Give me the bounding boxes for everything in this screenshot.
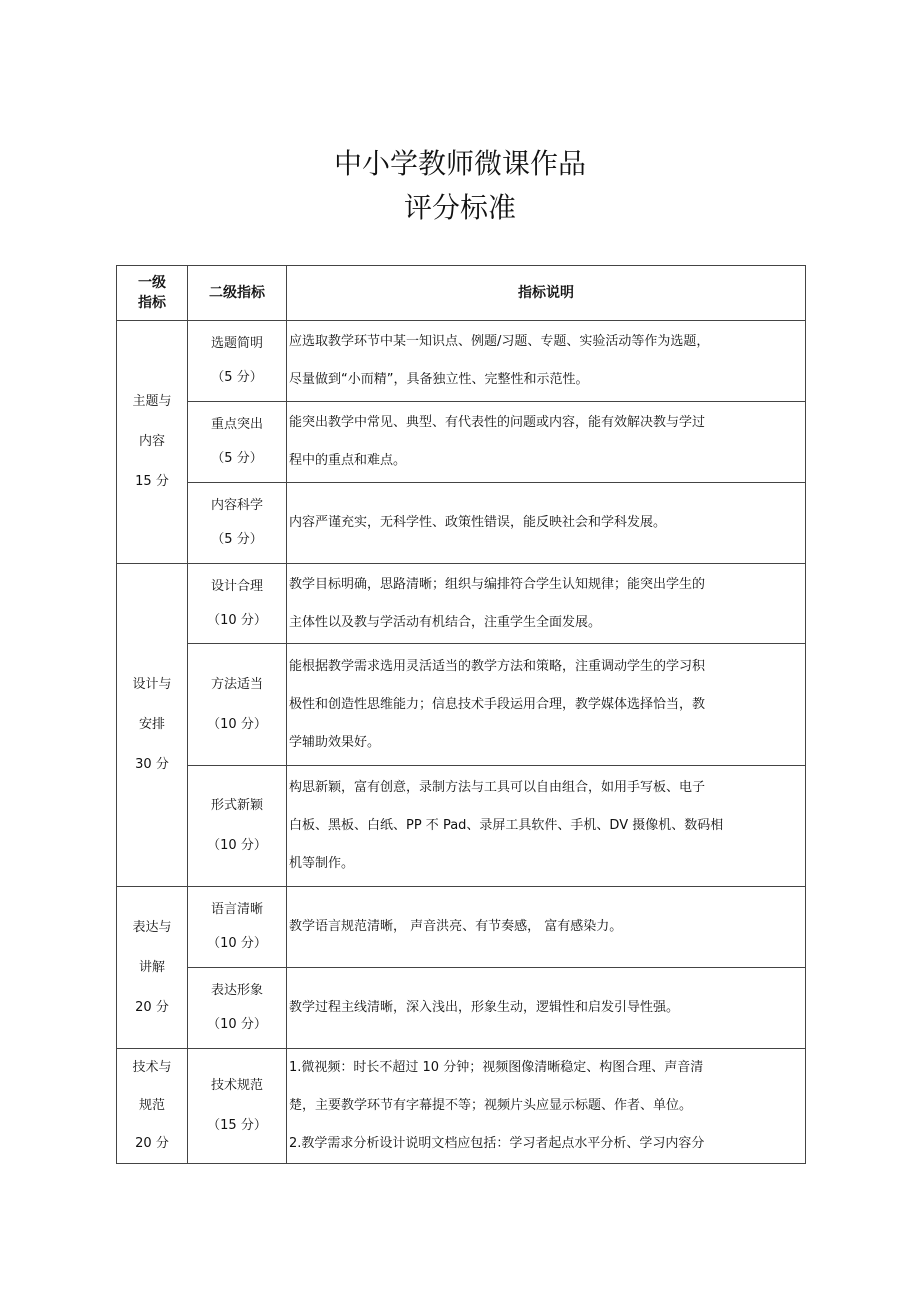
level1-indicator-line: 讲解 [138, 959, 165, 975]
description-line: 机等制作。 [289, 856, 355, 871]
level2-indicator-name: 重点突出 [210, 417, 263, 432]
header-level2: 二级指标 [188, 266, 287, 321]
table-row [117, 402, 806, 483]
level1-indicator-line: 15 分 [135, 474, 169, 489]
indicator-description [287, 321, 806, 402]
level2-indicator [188, 483, 287, 564]
table-row [117, 564, 806, 644]
level1-indicator-line: 主题与 [132, 394, 172, 409]
document-title: 中小学教师微课作品 [333, 147, 586, 180]
description-line: 教学目标明确，思路清晰；组织与编排符合学生认知规律；能突出学生的 [289, 576, 706, 592]
indicator-description [287, 1049, 806, 1164]
level1-indicator-line: 安排 [138, 717, 165, 732]
description-line: 主体性以及教与学活动有机结合，注重学生全面发展。 [289, 614, 602, 630]
level2-indicator-score: （10 分） [207, 612, 267, 628]
level2-indicator [188, 968, 287, 1049]
level2-indicator [188, 564, 287, 644]
indicator-description [287, 968, 806, 1049]
level2-indicator-name: 表达形象 [210, 983, 263, 998]
description-line: 楚，主要教学环节有字幕提不等；视频片头应显示标题、作者、单位。 [289, 1098, 693, 1113]
level2-indicator [188, 766, 287, 887]
description-line: 1.微视频：时长不超过 10 分钟；视频图像清晰稳定、构图合理、声音清 [289, 1060, 704, 1075]
indicator-description [287, 887, 806, 968]
level2-indicator-name: 方法适当 [210, 676, 263, 692]
indicator-description [287, 766, 806, 887]
description-line: 教学过程主线清晰，深入浅出，形象生动，逻辑性和启发引导性强。 [289, 1000, 680, 1015]
indicator-description [287, 644, 806, 766]
description-line: 极性和创造性思维能力；信息技术手段运用合理，教学媒体选择恰当，教 [289, 696, 706, 712]
scoring-table [116, 265, 806, 1164]
description-line: 程中的重点和难点。 [289, 453, 407, 468]
level2-indicator-score: （10 分） [207, 838, 267, 853]
header-level1-line1: 一级 [138, 275, 166, 291]
table-row [117, 766, 806, 887]
level1-indicator [117, 887, 188, 1049]
level2-indicator-score: （5 分） [211, 451, 263, 466]
level2-indicator [188, 887, 287, 968]
description-line: 教学语言规范清晰， 声音洪亮、有节奏感， 富有感染力。 [289, 919, 623, 934]
description-line: 白板、黑板、白纸、PP 不 Pad、录屏工具软件、手机、DV 摄像机、数码相 [289, 818, 724, 833]
indicator-description [287, 564, 806, 644]
level2-indicator-score: （10 分） [207, 716, 267, 732]
level2-indicator-name: 语言清晰 [210, 902, 263, 917]
level1-indicator-line: 设计与 [132, 677, 172, 692]
level1-indicator [117, 1049, 188, 1164]
description-line: 2.教学需求分析设计说明文档应包括：学习者起点水平分析、学习内容分 [289, 1136, 705, 1151]
description-line: 能突出教学中常见、典型、有代表性的问题或内容，能有效解决教与学过 [289, 415, 706, 430]
table-header-row [117, 266, 806, 321]
level2-indicator-name: 设计合理 [210, 578, 263, 594]
level1-indicator-line: 30 分 [135, 757, 169, 772]
level2-indicator-name: 技术规范 [210, 1078, 263, 1093]
table-row [117, 968, 806, 1049]
level2-indicator [188, 402, 287, 483]
document-subtitle: 评分标准 [403, 191, 516, 224]
level1-indicator-line: 20 分 [135, 999, 169, 1015]
level2-indicator [188, 321, 287, 402]
description-line: 应选取教学环节中某一知识点、例题/习题、专题、实验活动等作为选题， [289, 334, 710, 349]
header-description: 指标说明 [287, 266, 806, 321]
level1-indicator [117, 321, 188, 564]
table-row [117, 483, 806, 564]
indicator-description [287, 402, 806, 483]
level2-indicator-name: 内容科学 [210, 498, 263, 513]
level2-indicator-name: 形式新颖 [210, 798, 263, 813]
table-row [117, 321, 806, 402]
header-level1-line2: 指标 [138, 295, 166, 311]
level2-indicator [188, 644, 287, 766]
level2-indicator-score: （5 分） [211, 532, 263, 547]
indicator-description [287, 483, 806, 564]
level1-indicator-line: 内容 [138, 434, 165, 449]
header-level1 [117, 266, 188, 321]
level1-indicator-line: 表达与 [132, 919, 172, 935]
description-line: 学辅助效果好。 [289, 734, 381, 750]
level2-indicator-score: （15 分） [207, 1118, 267, 1133]
level2-indicator-score: （5 分） [211, 370, 263, 385]
description-line: 内容严谨充实，无科学性、政策性错误，能反映社会和学科发展。 [289, 515, 667, 530]
table-row [117, 887, 806, 968]
description-line: 能根据教学需求选用灵活适当的教学方法和策略，注重调动学生的学习积 [289, 658, 706, 674]
table-row [117, 644, 806, 766]
level2-indicator-score: （10 分） [207, 1017, 267, 1032]
table-row [117, 1049, 806, 1164]
level1-indicator-line: 技术与 [132, 1060, 172, 1075]
level1-indicator-line: 规范 [138, 1098, 165, 1113]
level2-indicator [188, 1049, 287, 1164]
level1-indicator [117, 564, 188, 887]
level2-indicator-score: （10 分） [207, 936, 267, 951]
description-line: 尽量做到“小而精”，具备独立性、完整性和示范性。 [289, 372, 589, 387]
description-line: 构思新颖，富有创意，录制方法与工具可以自由组合，如用手写板、电子 [289, 780, 706, 795]
level2-indicator-name: 选题简明 [210, 336, 263, 351]
level1-indicator-line: 20 分 [135, 1136, 169, 1151]
